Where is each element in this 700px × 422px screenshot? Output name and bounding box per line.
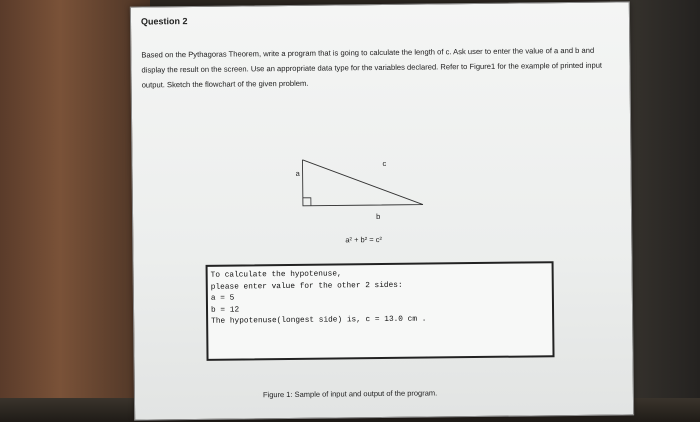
document-page	[130, 1, 634, 420]
console-output-box	[206, 261, 555, 361]
console-line: To calculate the hypotenuse,	[210, 270, 342, 280]
triangle-outline	[302, 159, 422, 206]
right-angle-marker	[303, 198, 311, 206]
side-b-label: b	[376, 212, 381, 222]
side-c-label: c	[382, 158, 387, 168]
side-a-label: a	[295, 168, 300, 178]
pythagoras-formula: a² + b² = c²	[345, 235, 383, 245]
console-line: a = 5	[210, 294, 235, 303]
question-title: Question 2	[140, 16, 188, 27]
right-triangle-diagram	[292, 152, 433, 215]
console-line: The hypotenuse(longest side) is, c = 13.0 cm .	[211, 315, 427, 326]
background-left	[0, 0, 150, 422]
figure-caption: Figure 1: Sample of input and output of the program.	[262, 388, 438, 400]
console-line: b = 12	[210, 306, 240, 315]
console-line: please enter value for the other 2 sides:	[210, 281, 403, 292]
question-text: Based on the Pythagoras Theorem, write a program that is going to calculate the length of c. Ask user to enter the value of a and b and display the result on the screen. Use an appropriate data type for the variables declared. Refer to Figure1 for the example of printed input output. Sketch the flowchart of the given problem.	[141, 45, 603, 90]
